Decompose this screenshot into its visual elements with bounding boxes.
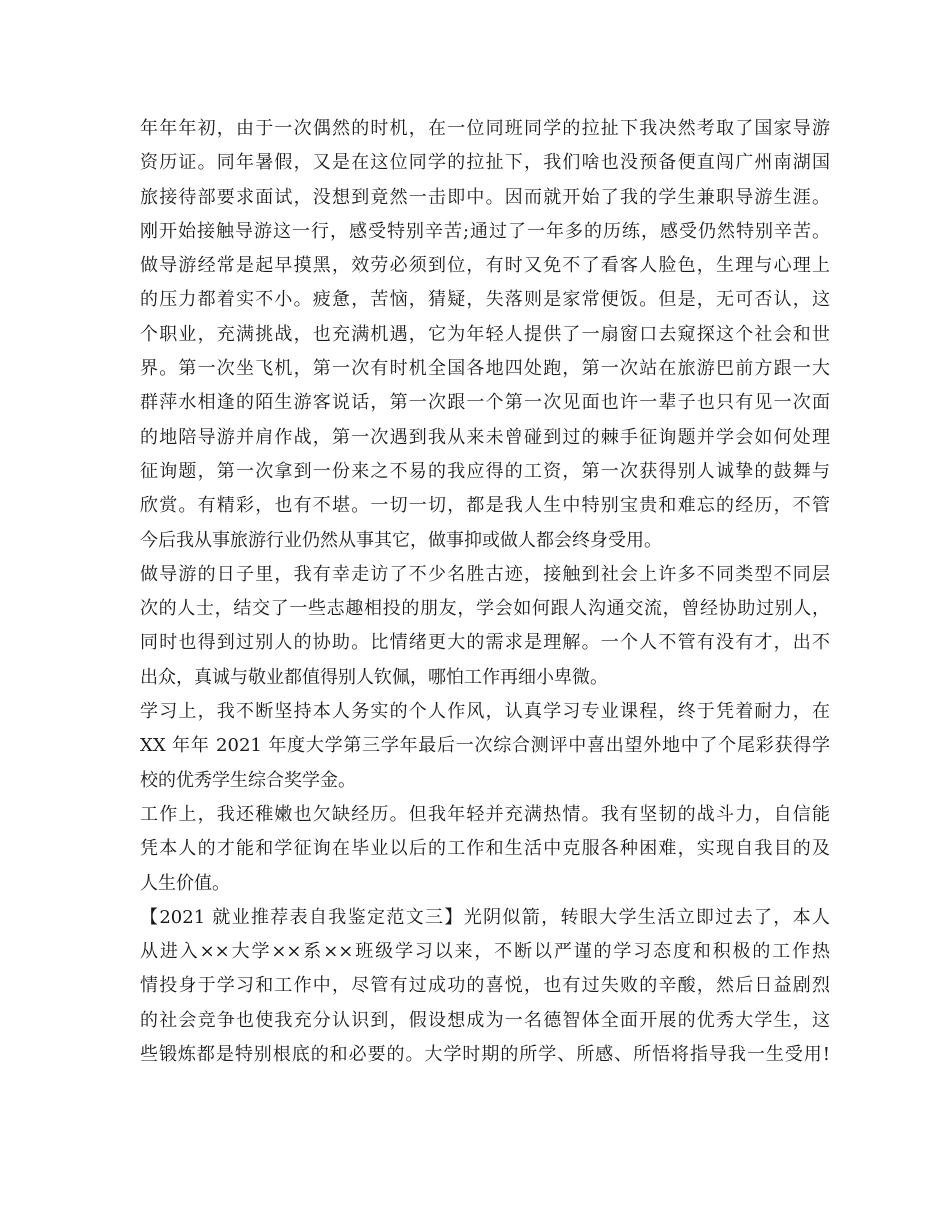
text-line: 凭本人的才能和学征询在毕业以后的工作和生活中克服各种困难，实现自我目的及	[140, 838, 830, 860]
text-line: 从进入××大学××系××班级学习以来，不断以严谨的学习态度和积极的工作热	[140, 941, 830, 963]
text-line: 旅接待部要求面试，没想到竟然一击即中。因而就开始了我的学生兼职导游生涯。	[140, 186, 830, 208]
text-line: 校的优秀学生综合奖学金。	[140, 769, 356, 791]
text-line: 征询题，第一次拿到一份来之不易的我应得的工资，第一次获得别人诚挚的鼓舞与	[140, 460, 830, 482]
text-line: 年年年初，由于一次偶然的时机，在一位同班同学的拉扯下我决然考取了国家导游	[140, 118, 830, 139]
text-line: 欣赏。有精彩，也有不堪。一切一切，都是我人生中特别宝贵和难忘的经历，不管	[140, 495, 830, 517]
text-line: 刚开始接触导游这一行，感受特别辛苦;通过了一年多的历练，感受仍然特别辛苦。	[140, 220, 830, 242]
text-line: 些锻炼都是特别根底的和必要的。大学时期的所学、所感、所悟将指导我一生受用!	[140, 1044, 830, 1066]
text-line: 人生价值。	[140, 872, 230, 894]
text-line: 的地陪导游并肩作战，第一次遇到我从来未曾碰到过的棘手征询题并学会如何处理	[140, 426, 830, 448]
text-line: 次的人士，结交了一些志趣相投的朋友，学会如何跟人沟通交流，曾经协助过别人，	[140, 598, 830, 620]
text-line: 资历证。同年暑假，又是在这位同学的拉扯下，我们啥也没预备便直闯广州南湖国	[140, 152, 830, 174]
text-line: 【2021 就业推荐表自我鉴定范文三】光阴似箭，转眼大学生活立即过去了，本人	[140, 906, 830, 928]
text-line: XX 年年 2021 年度大学第三学年最后一次综合测评中喜出望外地中了个尾彩获得学	[140, 735, 830, 757]
text-line: 同时也得到过别人的协助。比情绪更大的需求是理解。一个人不管有没有才，出不	[140, 632, 830, 654]
text-line: 的压力都着实不小。疲惫，苦恼，猜疑，失落则是家常便饭。但是，无可否认，这	[140, 289, 830, 311]
text-line: 情投身于学习和工作中，尽管有过成功的喜悦，也有过失败的辛酸，然后日益剧烈	[140, 975, 830, 997]
text-line: 出众，真诚与敬业都值得别人钦佩，哪怕工作再细小卑微。	[140, 666, 608, 688]
text-line: 个职业，充满挑战，也充满机遇，它为年轻人提供了一扇窗口去窥探这个社会和世	[140, 323, 830, 345]
text-line: 的社会竞争也使我充分认识到，假设想成为一名德智体全面开展的优秀大学生，这	[140, 1009, 830, 1031]
text-line: 做导游经常是起早摸黑，效劳必须到位，有时又免不了看客人脸色，生理与心理上	[140, 255, 830, 277]
text-line: 界。第一次坐飞机，第一次有时机全国各地四处跑，第一次站在旅游巴前方跟一大	[140, 358, 830, 380]
text-line: 学习上，我不断坚持本人务实的个人作风，认真学习专业课程，终于凭着耐力，在	[140, 701, 830, 723]
text-line: 做导游的日子里，我有幸走访了不少名胜古迹，接触到社会上许多不同类型不同层	[140, 563, 830, 585]
text-line: 群萍水相逢的陌生游客说话，第一次跟一个第一次见面也许一辈子也只有见一次面	[140, 392, 830, 414]
text-line: 工作上，我还稚嫩也欠缺经历。但我年轻并充满热情。我有坚韧的战斗力，自信能	[140, 803, 830, 825]
document-body-text	[140, 112, 830, 1072]
text-line: 今后我从事旅游行业仍然从事其它，做事抑或做人都会终身受用。	[140, 529, 662, 551]
